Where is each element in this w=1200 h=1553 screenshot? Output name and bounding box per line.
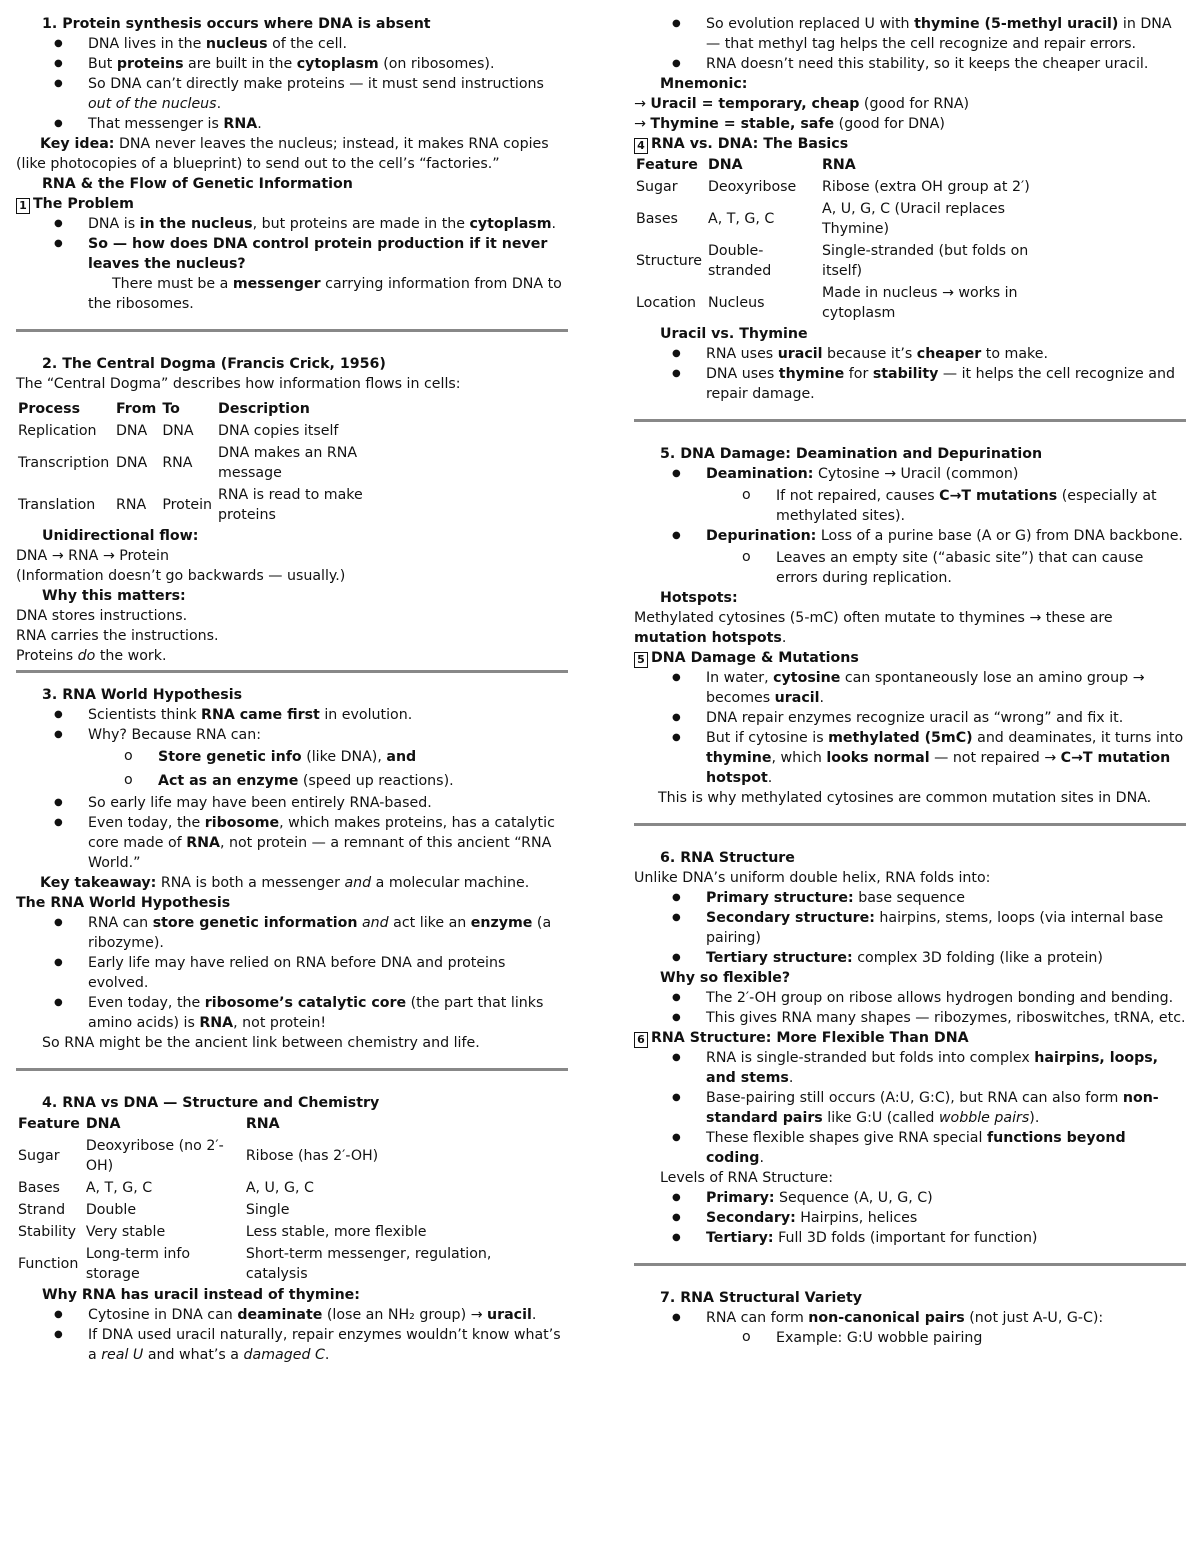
section-3-title: 3. RNA World Hypothesis [42,687,243,703]
section-1-list [16,34,568,134]
basics-table [634,154,1066,324]
sub-list-item: o Leaves an empty site (“abasic site”) that can cause errors during replication. [634,548,1186,588]
list-item: ● This gives RNA many shapes — ribozymes, riboswitches, tRNA, etc. [634,1008,1186,1028]
list-item: ● Why? Because RNA can: o Store genetic info (like DNA), and o Act as an enzyme (speed up reactions). [16,725,568,791]
mnemonic-title: Mnemonic: [660,76,748,92]
list-item: ● RNA uses uracil because it’s cheaper to make. [634,344,1186,364]
sub-list [634,1328,1186,1348]
damage-list [634,464,1186,588]
list-item: ● So early life may have been entirely RNA-based. [16,793,568,813]
rna-world-subtitle: The RNA World Hypothesis [16,895,231,911]
sub-list [16,747,568,791]
mutation-list [634,668,1186,788]
list-item: ● The 2′-OH group on ribose allows hydrogen bonding and bending. [634,988,1186,1008]
list-item: ● DNA lives in the nucleus of the cell. [16,34,568,54]
list-item: ● Even today, the ribosome’s catalytic core (the part that links amino acids) is RNA, not protein! [16,993,568,1033]
mnemonic-line: → Uracil = temporary, cheap (good for RNA) [634,96,970,112]
section-4-title: 4. RNA vs DNA — Structure and Chemistry [42,1095,380,1111]
key-takeaway: Key takeaway: RNA is both a messenger and a molecular machine. [40,875,530,891]
section-2-title: 2. The Central Dogma (Francis Crick, 1956) [42,356,386,372]
flow-note: (Information doesn’t go backwards — usually.) [16,568,346,584]
sub-list [634,548,1186,588]
rna-vs-dna-table [16,1113,530,1285]
section-3-list [16,705,568,873]
mutation-closing: This is why methylated cytosines are common mutation sites in DNA. [658,790,1152,806]
section-6-title: 6. RNA Structure [660,850,795,866]
damage-mutations-title: 5 DNA Damage & Mutations [634,648,1186,668]
section-7-title: 7. RNA Structural Variety [660,1290,862,1306]
list-item: ● Secondary structure: hairpins, stems, loops (via internal base pairing) [634,908,1186,948]
table-header-row: Feature DNA RNA [636,157,856,173]
list-item: ● Primary: Sequence (A, U, G, C) [634,1188,1186,1208]
list-item: ● So — how does DNA control protein production if it never leaves the nucleus? [16,234,568,274]
section-divider [16,1068,568,1071]
section-5-title: 5. DNA Damage: Deamination and Depurination [660,446,1043,462]
table-row: Sugar Deoxyribose Ribose (extra OH group at 2′) [636,179,1030,195]
sub-list-item: o Act as an enzyme (speed up reactions). [16,771,568,791]
why-line: Proteins do the work. [16,648,167,664]
number-box-icon: 4 [634,138,648,154]
table-row: Strand Double Single [18,1202,290,1218]
list-item: ● Secondary: Hairpins, helices [634,1208,1186,1228]
sub-list-item: o Example: G:U wobble pairing [634,1328,1186,1348]
list-item: ● So evolution replaced U with thymine (5-methyl uracil) in DNA — that methyl tag helps the cell recognize and repair errors. [634,14,1186,54]
table-row: Bases A, T, G, C A, U, G, C (Uracil replaces Thymine) [636,201,1006,237]
list-item: ● DNA repair enzymes recognize uracil as “wrong” and fix it. [634,708,1186,728]
section-divider [634,1263,1186,1266]
table-row: Bases A, T, G, C A, U, G, C [18,1180,314,1196]
table-row: Location Nucleus Made in nucleus → works in cytoplasm [636,285,1018,321]
list-item: ● Tertiary structure: complex 3D folding (like a protein) [634,948,1186,968]
uracil-thymine-title: Uracil vs. Thymine [660,326,808,342]
flow-line: DNA → RNA → Protein [16,548,169,564]
list-item: ● RNA is single-stranded but folds into complex hairpins, loops, and stems. [634,1048,1186,1088]
list-item: ● These flexible shapes give RNA special functions beyond coding. [634,1128,1186,1168]
mnemonic-line: → Thymine = stable, safe (good for DNA) [634,116,945,132]
why-line: DNA stores instructions. [16,608,188,624]
list-item: ● Scientists think RNA came first in evolution. [16,705,568,725]
flow-title: Unidirectional flow: [42,528,199,544]
list-item: ● Base-pairing still occurs (A:U, G:C), but RNA can also form non-standard pairs like G:U (called wobble pairs). [634,1088,1186,1128]
central-dogma-intro: The “Central Dogma” describes how information flows in cells: [16,376,461,392]
list-item: ● Tertiary: Full 3D folds (important for function) [634,1228,1186,1248]
list-item: ● RNA can store genetic information and act like an enzyme (a ribozyme). [16,913,568,953]
rna-world-list [16,913,568,1033]
list-item: ● Primary structure: base sequence [634,888,1186,908]
section-divider [634,823,1186,826]
list-item: ● Cytosine in DNA can deaminate (lose an NH₂ group) → uracil. [16,1305,568,1325]
list-item: ● If DNA used uracil naturally, repair enzymes wouldn’t know what’s a real U and what’s a damaged C. [16,1325,568,1365]
list-item: ● But proteins are built in the cytoplasm (on ribosomes). [16,54,568,74]
list-item: ● Even today, the ribosome, which makes proteins, has a catalytic core made of RNA, not protein — a remnant of this ancient “RNA World.” [16,813,568,873]
why-line: RNA carries the instructions. [16,628,219,644]
messenger-note: There must be a messenger carrying information from DNA to the ribosomes. [88,276,562,312]
section-divider [16,329,568,332]
list-item: ● Depurination: Loss of a purine base (A or G) from DNA backbone. o Leaves an empty site (“abasic site”) that can cause errors during replication. [634,526,1186,588]
uracil-reason-title: Why RNA has uracil instead of thymine: [42,1287,360,1303]
list-item: ● DNA uses thymine for stability — it helps the cell recognize and repair damage. [634,364,1186,404]
flexible-title: Why so flexible? [660,970,791,986]
list-item: ● But if cytosine is methylated (5mC) and deaminates, it turns into thymine, which looks normal — not repaired → C→T mutation hotspot. [634,728,1186,788]
table-row: Transcription DNA RNA DNA makes an RNA message [18,445,358,481]
section-divider [16,670,568,673]
more-flexible-title: 6 RNA Structure: More Flexible Than DNA [634,1028,1186,1048]
problem-list [16,214,568,274]
right-column [634,14,1186,1348]
levels-title: Levels of RNA Structure: [660,1170,833,1186]
why-matters-title: Why this matters: [42,588,186,604]
uracil-reason-list [16,1305,568,1365]
table-row: Sugar Deoxyribose (no 2′-OH) Ribose (has 2′-OH) [18,1138,379,1174]
flow-subtitle: RNA & the Flow of Genetic Information [42,176,353,192]
sub-list-item: o If not repaired, causes C→T mutations (especially at methylated sites). [634,486,1186,526]
number-box-icon: 5 [634,652,648,668]
table-row: Function Long-term info storage Short-term messenger, regulation, catalysis [18,1246,492,1282]
number-box-icon: 1 [16,198,30,214]
table-row: Replication DNA DNA DNA copies itself [18,423,339,439]
uracil-thymine-list [634,344,1186,404]
thymine-list [634,14,1186,74]
flexible-list [634,988,1186,1028]
list-item: ● DNA is in the nucleus, but proteins are made in the cytoplasm. [16,214,568,234]
table-header-row: Process From To Description [18,401,310,417]
list-item: ● That messenger is RNA. [16,114,568,134]
list-item: ● So DNA can’t directly make proteins — it must send instructions out of the nucleus. [16,74,568,114]
variety-list [634,1308,1186,1348]
list-item: ● Early life may have relied on RNA before DNA and proteins evolved. [16,953,568,993]
table-row: Translation RNA Protein RNA is read to make proteins [18,487,363,523]
section-divider [634,419,1186,422]
basics-title: 4 RNA vs. DNA: The Basics [634,134,1186,154]
number-box-icon: 6 [634,1032,648,1048]
rna-world-closing: So RNA might be the ancient link between chemistry and life. [42,1035,480,1051]
section-1-title: 1. Protein synthesis occurs where DNA is absent [42,16,431,32]
central-dogma-table [16,398,390,526]
key-idea: Key idea: DNA never leaves the nucleus; instead, it makes RNA copies (like photocopies of a blueprint) to send out to the cell’s “factories.” [16,136,549,172]
table-row: Stability Very stable Less stable, more flexible [18,1224,427,1240]
levels-list [634,1188,1186,1248]
more-flexible-list [634,1048,1186,1168]
hotspots-text: Methylated cytosines (5-mC) often mutate to thymines → these are mutation hotspots. [634,610,1113,646]
sub-list [634,486,1186,526]
list-item: ● Deamination: Cytosine → Uracil (common) o If not repaired, causes C→T mutations (especially at methylated sites). [634,464,1186,526]
rna-structure-intro: Unlike DNA’s uniform double helix, RNA folds into: [634,870,991,886]
left-column [16,14,568,1365]
structure-list [634,888,1186,968]
table-header-row: Feature DNA RNA [18,1116,280,1132]
table-row: Structure Double-stranded Single-stranded (but folds on itself) [636,243,1029,279]
sub-list-item: o Store genetic info (like DNA), and [16,747,568,767]
list-item: ● RNA can form non-canonical pairs (not just A-U, G-C): o Example: G:U wobble pairing [634,1308,1186,1348]
list-item: ● RNA doesn’t need this stability, so it keeps the cheaper uracil. [634,54,1186,74]
hotspots-title: Hotspots: [660,590,738,606]
problem-title: 1 The Problem [16,194,568,214]
list-item: ● In water, cytosine can spontaneously lose an amino group → becomes uracil. [634,668,1186,708]
